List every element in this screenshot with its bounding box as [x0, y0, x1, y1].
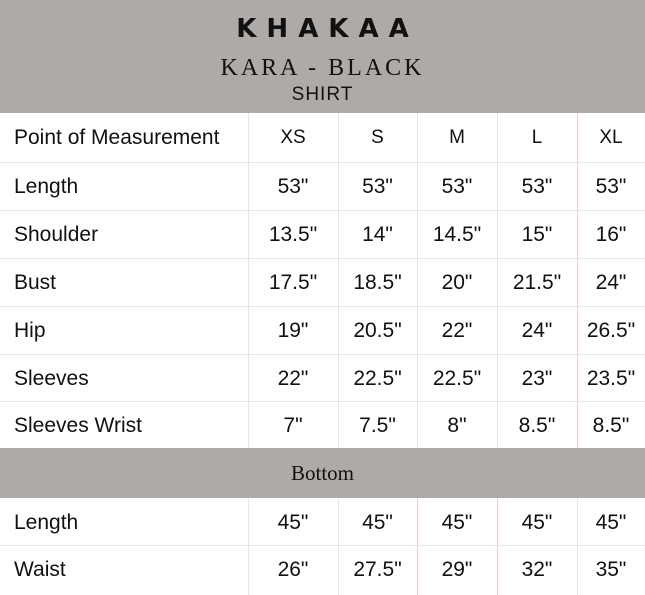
cell-xs: 17.5": [268, 270, 318, 294]
cell-xs: 45": [277, 510, 309, 534]
cell-xs: 19": [277, 318, 309, 342]
brand-logo: KHAKAA: [236, 14, 419, 44]
table-row: [0, 402, 645, 449]
cell-m: 22": [441, 318, 473, 342]
column-header-xs: XS: [280, 126, 306, 148]
cell-xs: 26": [277, 557, 309, 581]
cell-xl: 24": [595, 270, 627, 294]
cell-xs: 13.5": [268, 222, 318, 246]
row-label: Length: [14, 510, 79, 534]
cell-l: 24": [521, 318, 553, 342]
table-row: [0, 211, 645, 258]
cell-s: 7.5": [359, 413, 396, 437]
row-label: Sleeves: [14, 366, 89, 390]
column-header-xl: XL: [599, 126, 623, 148]
cell-s: 20.5": [353, 318, 402, 342]
cell-s: 53": [362, 174, 393, 198]
table-row: [0, 307, 645, 354]
garment-category: SHIRT: [291, 84, 354, 105]
table-row: [0, 259, 645, 306]
column-header-s: S: [371, 126, 384, 148]
cell-xl: 45": [595, 510, 627, 534]
section-band-bottom: [0, 448, 645, 498]
row-label: Waist: [14, 557, 66, 581]
cell-l: 8.5": [518, 413, 556, 437]
cell-m: 8": [447, 413, 467, 437]
cell-m: 22.5": [432, 366, 482, 390]
cell-xl: 53": [595, 174, 627, 198]
cell-l: 15": [521, 222, 553, 246]
cell-l: 32": [521, 557, 553, 581]
cell-l: 53": [521, 174, 553, 198]
column-header-l: L: [531, 126, 543, 148]
cell-xs: 22": [277, 366, 309, 390]
row-label: Length: [14, 174, 79, 198]
cell-m: 45": [441, 510, 473, 534]
cell-m: 20": [441, 270, 473, 294]
cell-s: 45": [362, 510, 393, 534]
row-label: Hip: [14, 318, 46, 342]
table-row: [0, 355, 645, 402]
product-name: KARA - BLACK: [220, 55, 425, 81]
cell-l: 21.5": [512, 270, 562, 294]
table-row: [0, 499, 645, 546]
cell-s: 27.5": [353, 557, 402, 581]
column-header-measurement: Point of Measurement: [14, 125, 220, 149]
cell-xl: 23.5": [586, 366, 636, 390]
row-label: Sleeves Wrist: [14, 413, 142, 437]
cell-s: 22.5": [353, 366, 402, 390]
cell-m: 29": [441, 557, 473, 581]
row-label: Shoulder: [14, 222, 99, 246]
cell-m: 14.5": [432, 222, 482, 246]
cell-s: 18.5": [353, 270, 402, 294]
table-row: [0, 546, 645, 593]
cell-m: 53": [441, 174, 473, 198]
column-header-m: M: [449, 126, 465, 148]
size-chart-header: [0, 0, 645, 113]
cell-l: 45": [521, 510, 553, 534]
cell-xl: 8.5": [592, 413, 630, 437]
cell-xs: 7": [283, 413, 303, 437]
cell-xl: 26.5": [586, 318, 636, 342]
table-header-row: [0, 113, 645, 162]
table-row: [0, 163, 645, 210]
cell-xs: 53": [277, 174, 309, 198]
cell-xl: 16": [595, 222, 627, 246]
cell-xl: 35": [595, 557, 627, 581]
cell-l: 23": [521, 366, 553, 390]
row-label: Bust: [14, 270, 57, 294]
section-title: Bottom: [290, 460, 354, 485]
cell-s: 14": [362, 222, 393, 246]
